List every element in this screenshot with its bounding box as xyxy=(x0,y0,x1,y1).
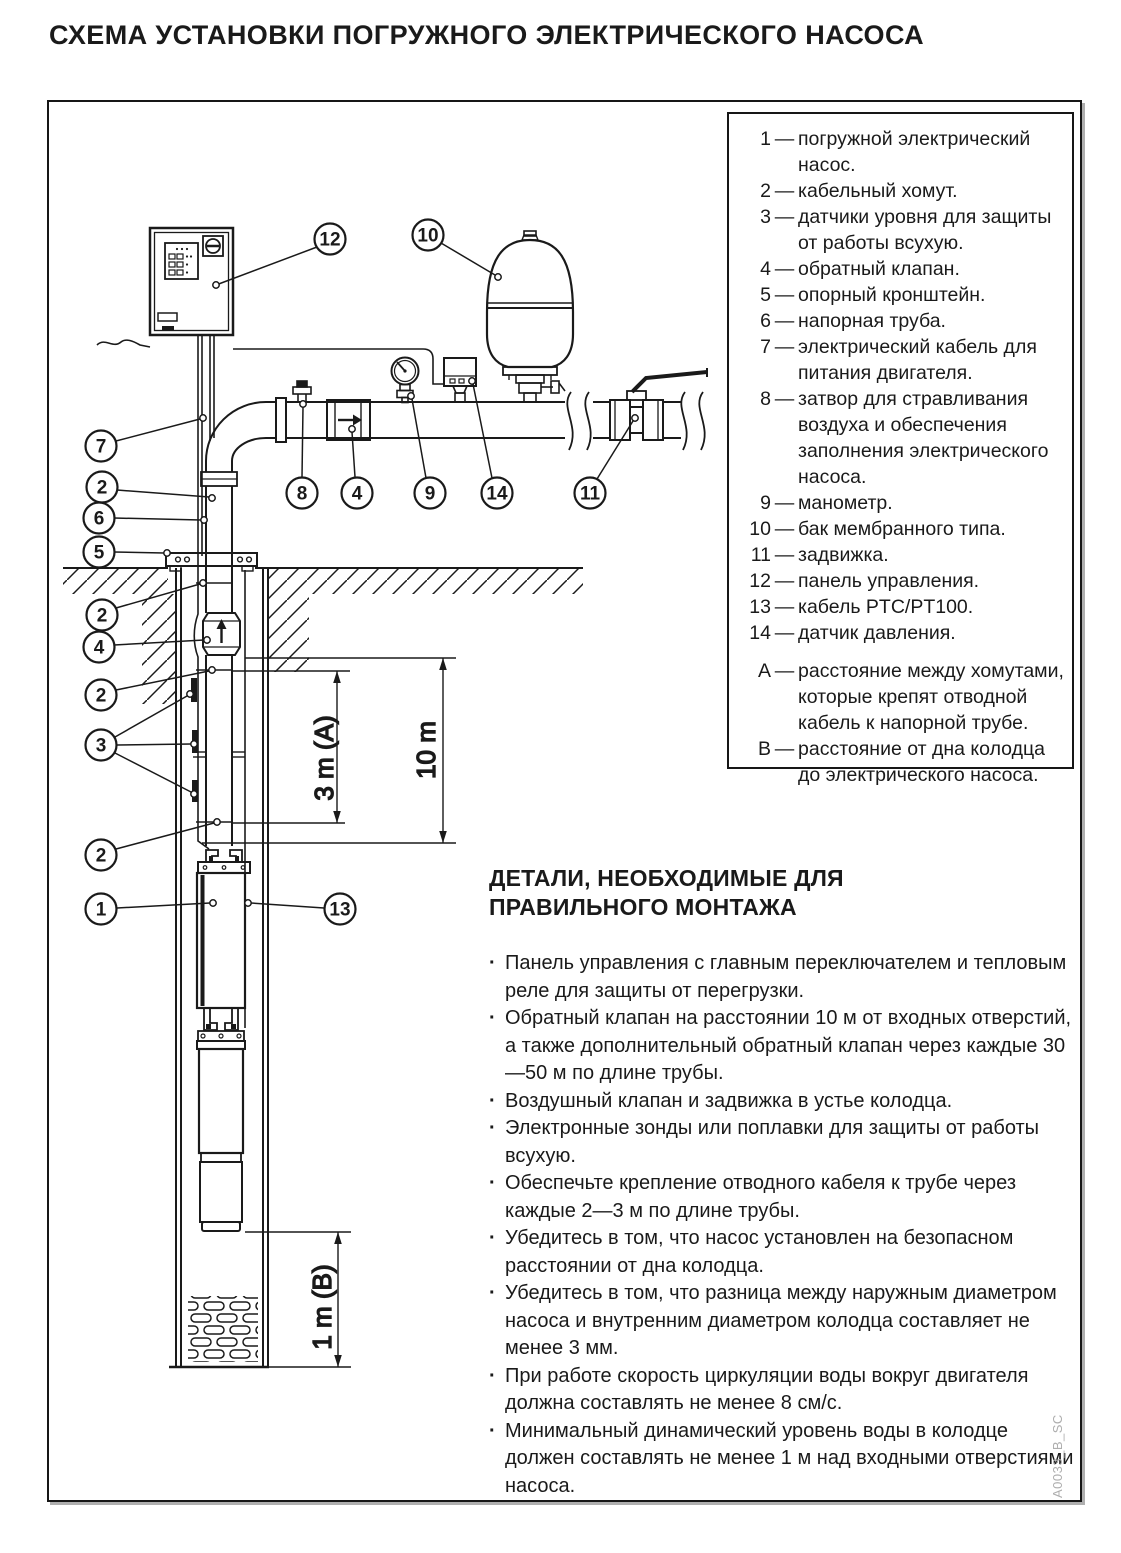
callout-1 xyxy=(86,894,117,925)
svg-text:7: 7 xyxy=(95,436,107,458)
dimension-10m-label: 10 m xyxy=(411,721,441,779)
callout-12 xyxy=(315,224,346,255)
legend-item: 10 — бак мембранного типа. xyxy=(749,518,1006,540)
bullet-item: · Минимальный динамический уровень воды в колодце должен составлять не менее 1 м над входными отверстиями насоса. xyxy=(489,1419,1074,1497)
air-bleed-valve xyxy=(293,381,311,402)
callout-2 xyxy=(86,840,117,871)
wall-line xyxy=(97,340,444,384)
bullet-item: · Обратный клапан на расстоянии 10 м от входных отверстий, а также дополнительный обратный клапан через каждые 30—50 м по длине трубы. xyxy=(489,1007,1072,1084)
callout-8 xyxy=(287,478,318,509)
page-title: СХЕМА УСТАНОВКИ ПОГРУЖНОГО ЭЛЕКТРИЧЕСКОГО НАСОСА xyxy=(49,20,925,50)
document-code: A0033_B_SC xyxy=(1050,1414,1065,1498)
bullet-item: · Воздушный клапан и задвижка в устье колодца. xyxy=(489,1089,953,1112)
callout-2 xyxy=(87,472,118,503)
svg-text:5: 5 xyxy=(93,542,105,564)
legend-item: 5 — опорный кронштейн. xyxy=(760,284,986,306)
valve-handle xyxy=(632,372,707,392)
bullet-item: · Убедитесь в том, что насос установлен на безопасном расстоянии от дна колодца. xyxy=(489,1227,1014,1277)
details-heading: ДЕТАЛИ, НЕОБХОДИМЫЕ ДЛЯ ПРАВИЛЬНОГО МОНТАЖА xyxy=(489,865,844,920)
svg-text:6: 6 xyxy=(93,508,105,530)
callout-14 xyxy=(482,478,513,509)
svg-text:9: 9 xyxy=(424,483,436,505)
dimension-b-label: 1 m (B) xyxy=(307,1264,337,1350)
membrane-tank xyxy=(487,231,573,402)
submersible-pump xyxy=(197,850,250,1231)
legend-item: 8 — затвор для стравливания воздуха и обеспечения заполнения электрического насоса. xyxy=(760,388,1049,488)
legend-item: 7 — электрический кабель для питания двигателя. xyxy=(760,336,1037,384)
pipe-break-icon xyxy=(585,392,590,450)
support-bracket xyxy=(166,553,257,571)
well-bottom-gravel xyxy=(188,1296,258,1362)
legend-item: 9 — манометр. xyxy=(760,492,893,514)
svg-text:4: 4 xyxy=(351,483,363,505)
svg-text:1: 1 xyxy=(95,899,107,921)
callout-9 xyxy=(415,478,446,509)
svg-text:11: 11 xyxy=(579,483,601,505)
ground-hatch xyxy=(63,568,583,704)
legend-item: 11 — задвижка. xyxy=(750,544,889,566)
svg-text:10: 10 xyxy=(417,225,439,247)
callout-5 xyxy=(84,537,115,568)
callout-2 xyxy=(87,600,118,631)
callout-13 xyxy=(325,894,356,925)
svg-text:14: 14 xyxy=(486,483,508,505)
dimension-a xyxy=(233,671,350,823)
check-valve-in-well xyxy=(203,613,240,655)
pipe-break-icon xyxy=(699,392,704,450)
svg-text:8: 8 xyxy=(296,483,308,505)
svg-text:4: 4 xyxy=(93,637,105,659)
callout-2 xyxy=(86,680,117,711)
details-bullets xyxy=(489,950,1075,1500)
pump-motor xyxy=(199,1049,243,1153)
dimension-a-label: 3 m (A) xyxy=(309,715,339,801)
details-section xyxy=(489,864,1075,1500)
bullet-item: · При работе скорость циркуляции воды вокруг двигателя должна составлять не менее 8 см/с. xyxy=(489,1364,1029,1414)
svg-text:3: 3 xyxy=(95,735,107,757)
bullet-item: · Обеспечьте крепление отводного кабеля к трубе через каждые 2—3 м по длине трубы. xyxy=(489,1172,1016,1222)
callout-11 xyxy=(575,478,606,509)
legend-item: 12 — панель управления. xyxy=(749,570,980,592)
callout-10 xyxy=(413,220,444,251)
control-panel xyxy=(150,228,233,335)
legend-item: 13 — кабель PTC/PT100. xyxy=(749,596,974,618)
legend-item: 2 — кабельный хомут. xyxy=(760,180,958,202)
bullet-item: · Электронные зонды или поплавки для защиты от работы всухую. xyxy=(489,1117,1040,1167)
svg-text:2: 2 xyxy=(96,477,108,499)
cable-clamps xyxy=(193,583,245,822)
svg-text:13: 13 xyxy=(329,899,351,921)
bullet-item: · Убедитесь в том, что разница между наружным диаметром насоса и внутренним диаметром колодца составляет не менее 3 мм. xyxy=(489,1282,1057,1359)
legend-item: 6 — напорная труба. xyxy=(760,310,946,332)
callout-4 xyxy=(84,632,115,663)
svg-text:2: 2 xyxy=(95,845,107,867)
svg-text:2: 2 xyxy=(95,685,107,707)
svg-text:12: 12 xyxy=(319,229,341,251)
legend-note-b: В — расстояние от дна колодца до электрического насоса. xyxy=(757,738,1045,786)
legend-note-a: А — расстояние между хомутами, которые крепят отводной кабель к напорной трубе. xyxy=(757,660,1064,734)
callout-6 xyxy=(84,503,115,534)
gate-valve xyxy=(610,368,707,440)
legend-item: 1 — погружной электрический насос. xyxy=(760,128,1031,176)
legend-item: 14 — датчик давления. xyxy=(749,622,956,644)
callout-3 xyxy=(86,730,117,761)
legend-notes xyxy=(737,658,1066,788)
legend-item: 3 — датчики уровня для защиты от работы всухую. xyxy=(760,206,1052,254)
svg-text:2: 2 xyxy=(96,605,108,627)
bullet-item: · Панель управления с главным переключателем и тепловым реле для защиты от перегрузки. xyxy=(489,952,1067,1002)
legend-item: 4 — обратный клапан. xyxy=(760,258,960,280)
check-valve xyxy=(327,400,370,440)
callout-7 xyxy=(86,431,117,462)
pipe-break-icon xyxy=(567,392,572,450)
main-switch-icon xyxy=(203,236,223,256)
callout-4 xyxy=(342,478,373,509)
keypad-icon xyxy=(165,243,198,279)
dimension-b xyxy=(245,1232,351,1367)
pipe-break-icon xyxy=(681,392,686,450)
legend-box xyxy=(727,112,1074,786)
